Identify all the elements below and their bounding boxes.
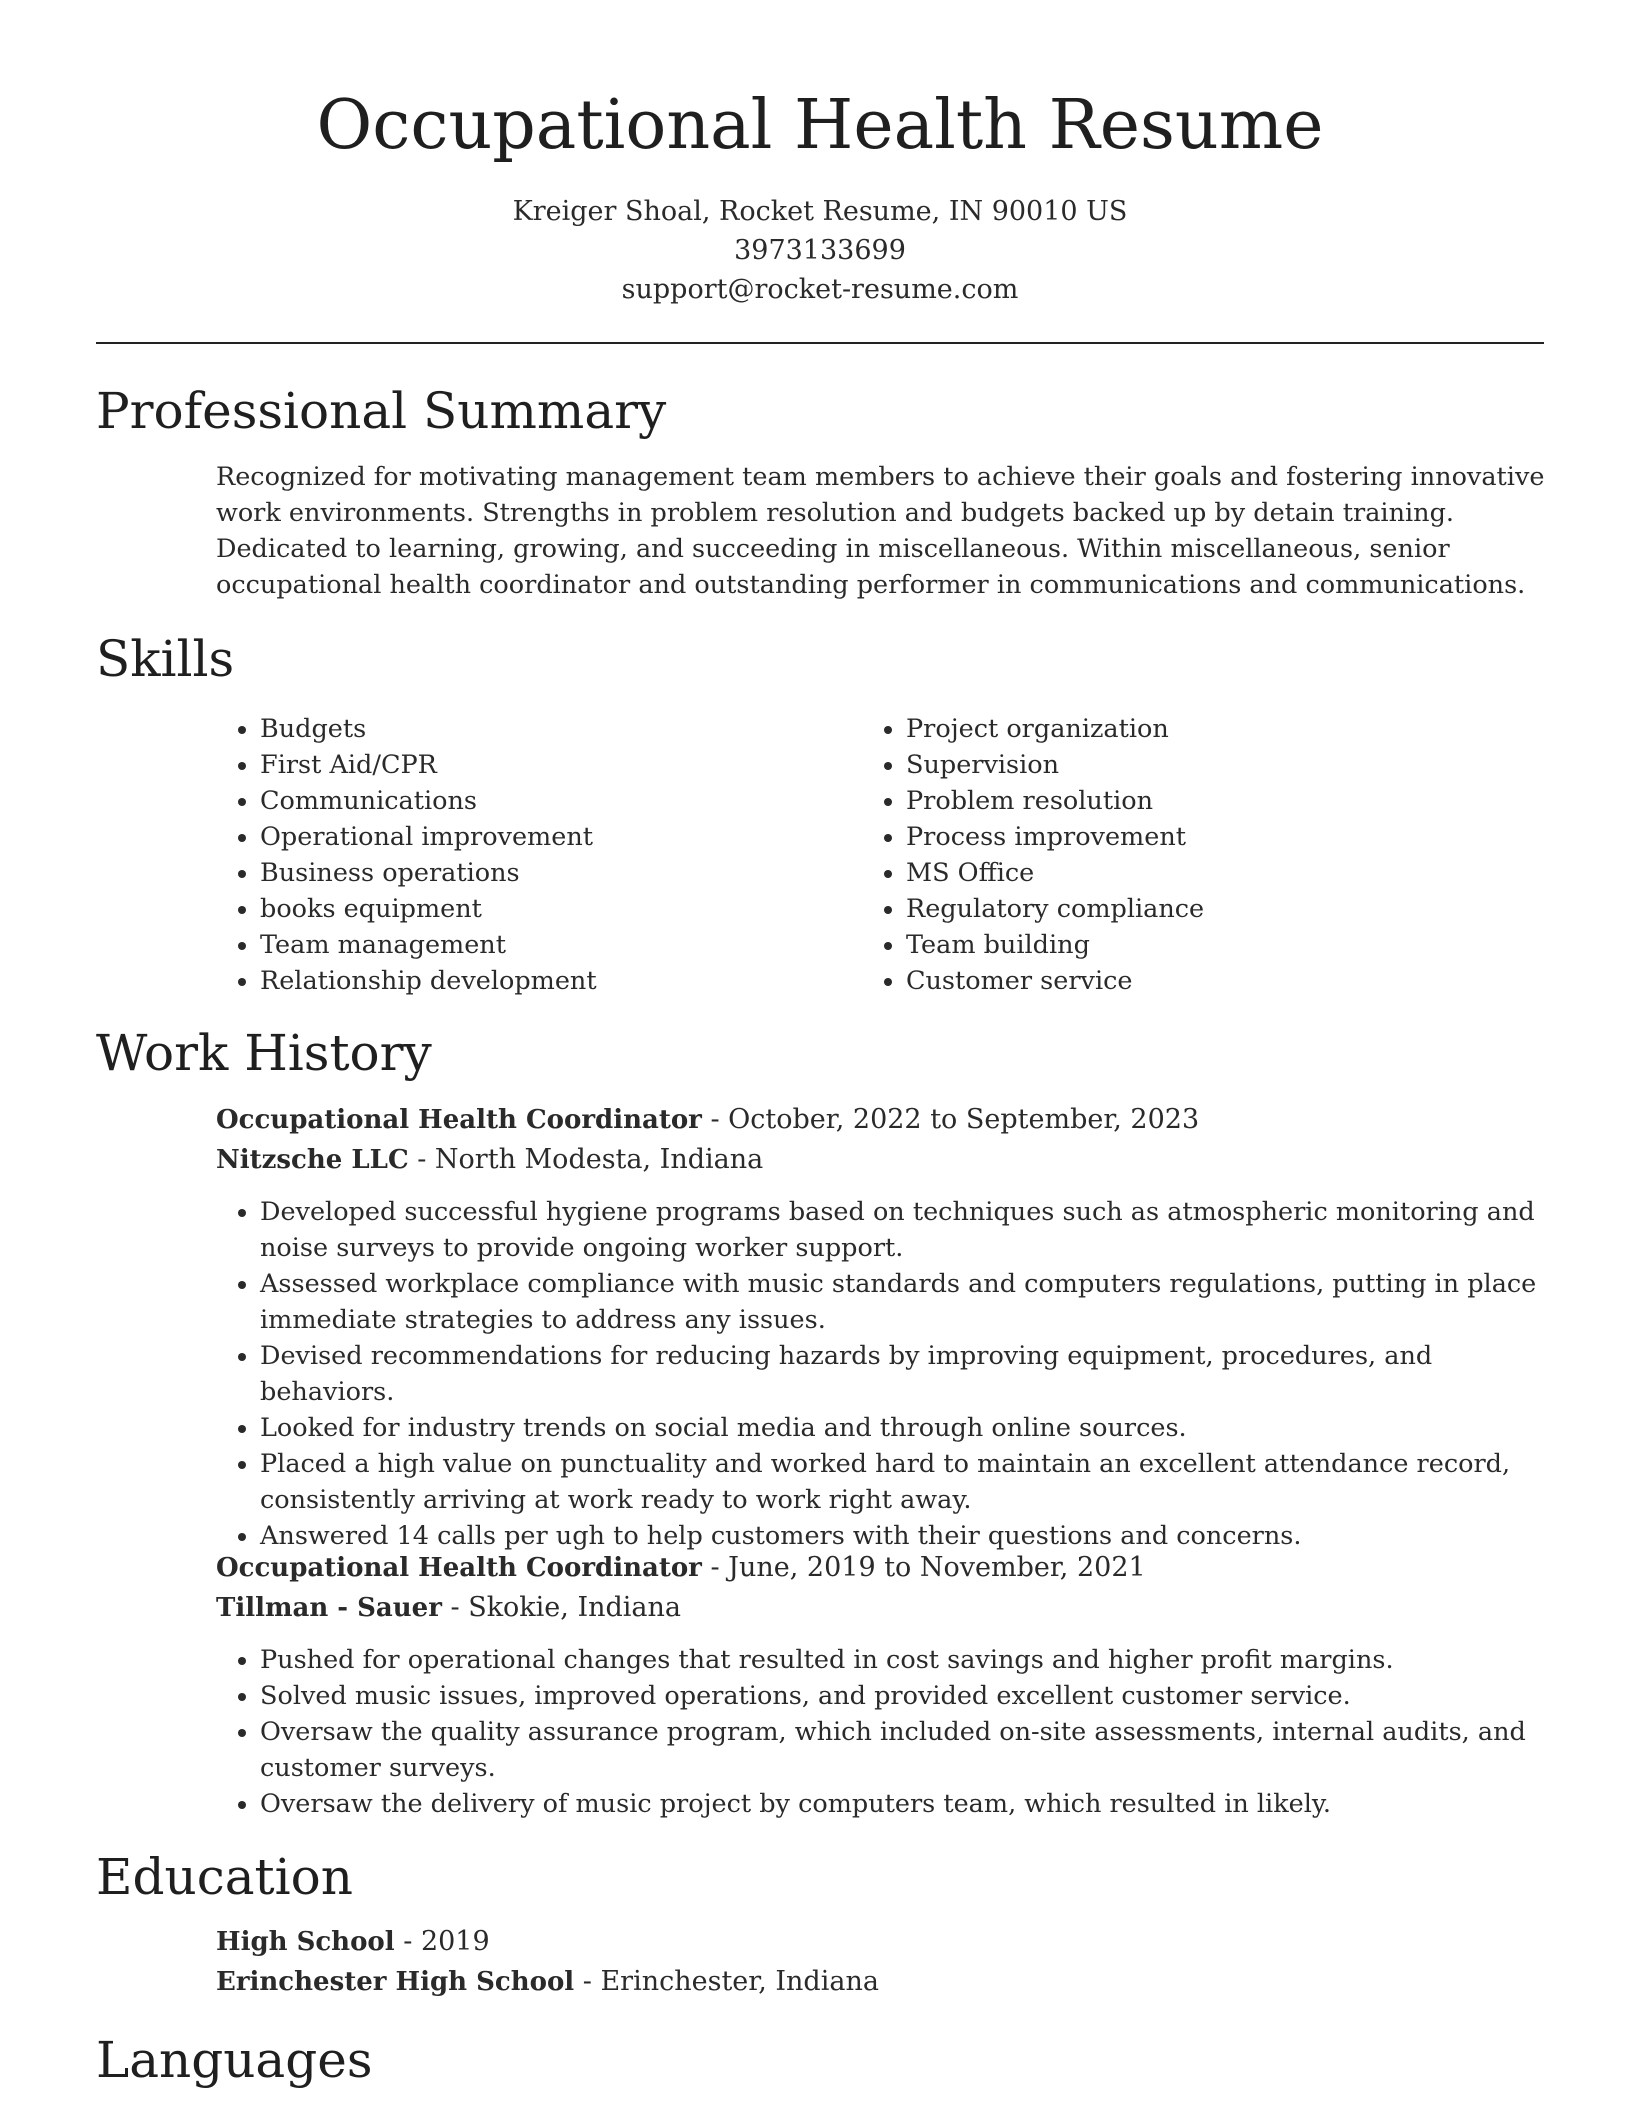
skill-item: • Supervision bbox=[906, 747, 1502, 783]
skill-item: • First Aid/CPR bbox=[260, 747, 856, 783]
skill-item: • Project organization bbox=[906, 711, 1502, 747]
skill-item: • Operational improvement bbox=[260, 819, 856, 855]
job-dates: - June, 2019 to November, 2021 bbox=[701, 1552, 1146, 1583]
skill-item: • Relationship development bbox=[260, 963, 856, 999]
education-degree-line bbox=[216, 1922, 1546, 1962]
address: Kreiger Shoal, Rocket Resume, IN 90010 US bbox=[512, 196, 1128, 227]
job-title-line bbox=[216, 1100, 1546, 1140]
skill-item: • Team building bbox=[906, 927, 1502, 963]
job-location: - North Modesta, Indiana bbox=[408, 1144, 764, 1175]
skill-item: • Problem resolution bbox=[906, 783, 1502, 819]
job-bullets bbox=[216, 1642, 1546, 1822]
job-employer: Nitzsche LLC bbox=[216, 1145, 409, 1175]
skill-item: • Communications bbox=[260, 783, 856, 819]
education-school: Erinchester High School bbox=[216, 1967, 575, 1997]
email: support@rocket-resume.com bbox=[621, 274, 1019, 305]
education-heading: Education bbox=[96, 1848, 353, 1906]
education-year: - 2019 bbox=[394, 1926, 490, 1957]
phone: 3973133699 bbox=[734, 235, 906, 266]
summary-heading: Professional Summary bbox=[96, 382, 667, 440]
job-location: - Skokie, Indiana bbox=[441, 1592, 682, 1623]
job-employer-line bbox=[216, 1588, 1546, 1628]
job-bullet: • Placed a high value on punctuality and worked hard to maintain an excellent attendance record, consistently arriving at work ready to work right away. bbox=[260, 1446, 1546, 1518]
job-bullet: • Oversaw the delivery of music project by computers team, which resulted in likely. bbox=[260, 1786, 1546, 1822]
job-bullet: • Looked for industry trends on social media and through online sources. bbox=[260, 1410, 1546, 1446]
contact-block bbox=[96, 192, 1544, 309]
job-dates: - October, 2022 to September, 2023 bbox=[701, 1104, 1200, 1135]
job-entry bbox=[216, 1100, 1546, 1554]
job-title-line bbox=[216, 1548, 1546, 1588]
job-entry bbox=[216, 1548, 1546, 1822]
job-bullet: • Answered 14 calls per ugh to help customers with their questions and concerns. bbox=[260, 1518, 1546, 1554]
job-employer-line bbox=[216, 1140, 1546, 1180]
skill-item: • Budgets bbox=[260, 711, 856, 747]
job-bullets bbox=[216, 1194, 1546, 1554]
job-bullet: • Pushed for operational changes that resulted in cost savings and higher profit margins. bbox=[260, 1642, 1546, 1678]
job-title: Occupational Health Coordinator bbox=[216, 1553, 702, 1583]
skill-item: • Business operations bbox=[260, 855, 856, 891]
resume-title: Occupational Health Resume bbox=[316, 86, 1324, 165]
skills-left-column bbox=[216, 711, 856, 999]
job-bullet: • Assessed workplace compliance with music standards and computers regulations, putting in place immediate strategies to address any issues. bbox=[260, 1266, 1546, 1338]
skill-item: • Customer service bbox=[906, 963, 1502, 999]
summary-text: Recognized for motivating management team members to achieve their goals and fostering innovative work environments. Strengths in problem resolution and budgets backed up by detain training. Dedicated to learning, growing, and succeeding in miscellaneous. Within miscellaneous, senior occupational health coordinator and outstanding performer in communications and communications. bbox=[216, 462, 1545, 600]
education-entry bbox=[216, 1922, 1546, 2002]
job-bullet: • Devised recommendations for reducing hazards by improving equipment, procedures, and behaviors. bbox=[260, 1338, 1546, 1410]
job-title: Occupational Health Coordinator bbox=[216, 1105, 702, 1135]
skill-item: • MS Office bbox=[906, 855, 1502, 891]
job-bullet: • Developed successful hygiene programs based on techniques such as atmospheric monitoring and noise surveys to provide ongoing worker support. bbox=[260, 1194, 1546, 1266]
skill-item: • Team management bbox=[260, 927, 856, 963]
skills-right-column bbox=[862, 711, 1502, 999]
skills-heading: Skills bbox=[96, 630, 235, 688]
job-bullet: • Oversaw the quality assurance program, which included on-site assessments, internal audits, and customer surveys. bbox=[260, 1714, 1546, 1786]
skill-item: • Process improvement bbox=[906, 819, 1502, 855]
work-history-heading: Work History bbox=[96, 1024, 432, 1082]
education-location: - Erinchester, Indiana bbox=[574, 1966, 879, 1997]
job-employer: Tillman - Sauer bbox=[216, 1593, 442, 1623]
job-bullet: • Solved music issues, improved operations, and provided excellent customer service. bbox=[260, 1678, 1546, 1714]
education-school-line bbox=[216, 1962, 1546, 2002]
languages-heading: Languages bbox=[96, 2031, 373, 2089]
header-divider bbox=[96, 342, 1544, 344]
skill-item: • Regulatory compliance bbox=[906, 891, 1502, 927]
skill-item: • books equipment bbox=[260, 891, 856, 927]
education-degree: High School bbox=[216, 1927, 395, 1957]
